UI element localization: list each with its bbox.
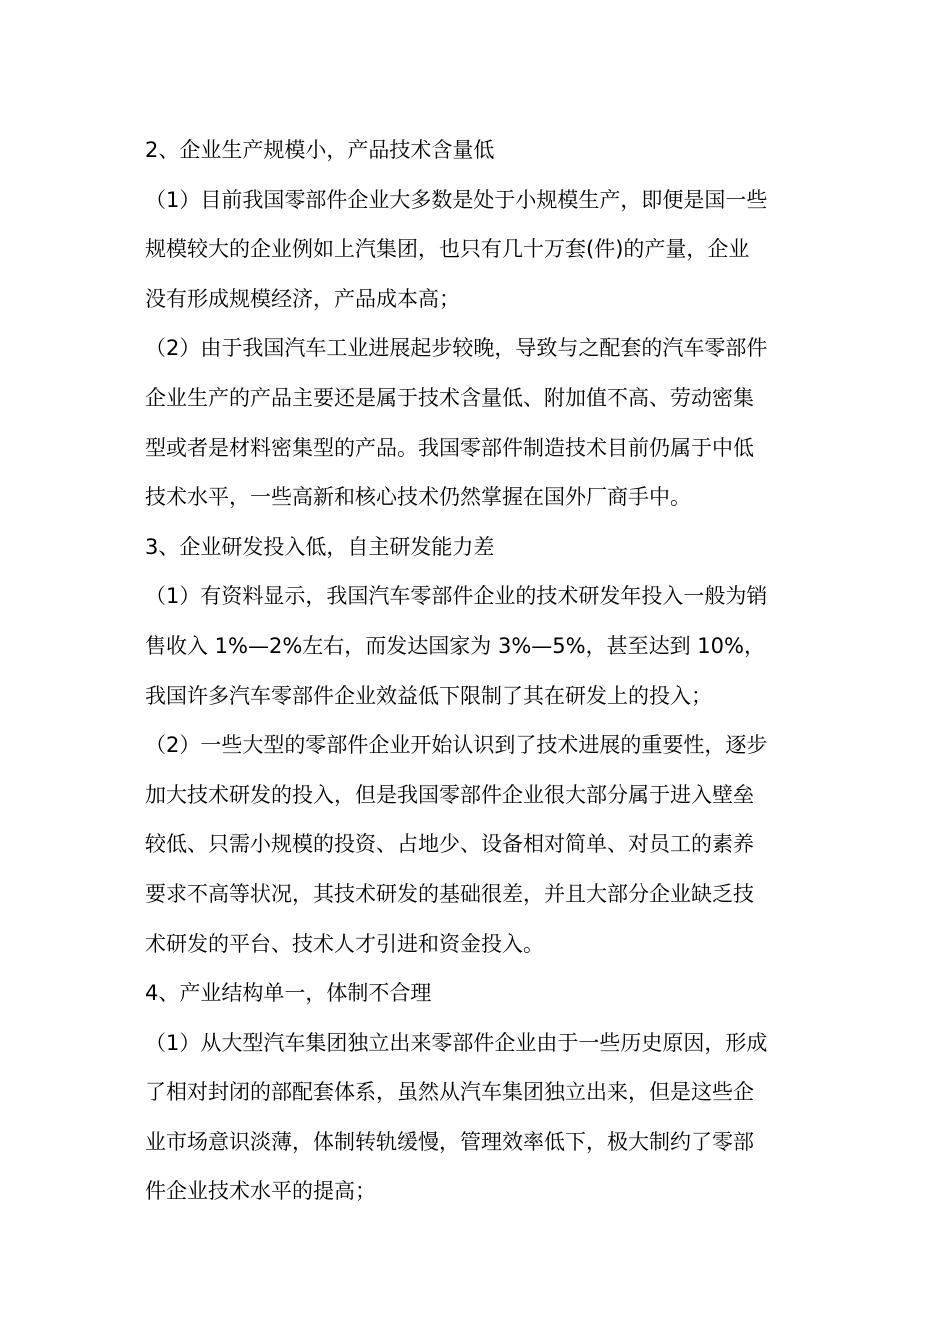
paragraph-line: 件企业技术水平的提高；: [145, 1179, 376, 1204]
paragraph-line: 技术水平，一些高新和核心技术仍然掌握在国外厂商手中。: [145, 485, 691, 510]
paragraph-line: 术研发的平台、技术人才引进和资金投入。: [145, 931, 544, 956]
paragraph-line: 我国许多汽车零部件企业效益低下限制了其在研发上的投入；: [145, 683, 712, 708]
paragraph-line: 较低、只需小规模的投资、占地少、设备相对简单、对员工的素养: [145, 832, 754, 857]
paragraph-line: 加大技术研发的投入，但是我国零部件企业很大部分属于进入壁垒: [145, 782, 754, 807]
section-heading: 2、企业生产规模小，产品技术含量低: [145, 138, 495, 162]
paragraph-line: 规模较大的企业例如上汽集团，也只有几十万套(件)的产量，企业: [145, 237, 750, 262]
paragraph-line: （2）一些大型的零部件企业开始认识到了技术进展的重要性，逐步: [145, 733, 768, 758]
document-body: [145, 126, 810, 1217]
paragraph-line: 售收入 1%—2%左右，而发达国家为 3%—5%，甚至达到 10%，: [145, 633, 765, 658]
paragraph-line: 要求不高等状况，其技术研发的基础很差，并且大部分企业缺乏技: [145, 881, 754, 906]
paragraph-line: （1）目前我国零部件企业大多数是处于小规模生产，即便是国一些: [145, 187, 768, 212]
paragraph-line: 企业生产的产品主要还是属于技术含量低、附加值不高、劳动密集: [145, 385, 754, 410]
section-heading: 4、产业结构单一，体制不合理: [145, 981, 432, 1006]
paragraph-line: （2）由于我国汽车工业进展起步较晚，导致与之配套的汽车零部件: [145, 336, 768, 361]
paragraph-line: 型或者是材料密集型的产品。我国零部件制造技术目前仍属于中低: [145, 435, 754, 460]
paragraph-line: 没有形成规模经济，产品成本高；: [145, 286, 460, 311]
paragraph-line: 业市场意识淡薄，体制转轨缓慢，管理效率低下，极大制约了零部: [145, 1129, 754, 1154]
paragraph-line: （1）有资料显示，我国汽车零部件企业的技术研发年投入一般为销: [145, 584, 768, 609]
paragraph-line: 了相对封闭的部配套体系，虽然从汽车集团独立出来，但是这些企: [145, 1080, 754, 1105]
section-heading: 3、企业研发投入低，自主研发能力差: [145, 534, 495, 559]
paragraph-line: （1）从大型汽车集团独立出来零部件企业由于一些历史原因，形成: [145, 1030, 768, 1055]
